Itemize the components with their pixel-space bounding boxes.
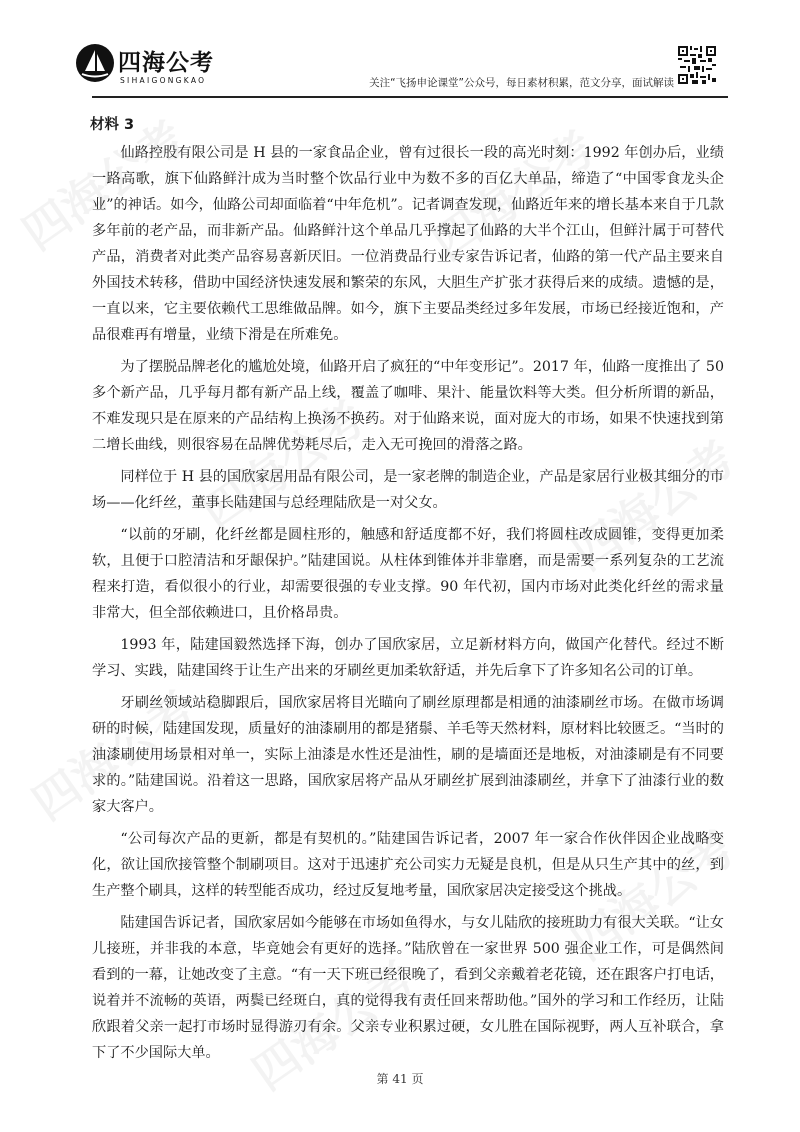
- page-number: 第 41 页: [376, 1072, 424, 1086]
- document-body: [92, 112, 724, 1072]
- brand-subtitle: SIHAIGONGKAO: [120, 76, 207, 85]
- paragraph: 仙路控股有限公司是 H 县的一家食品企业，曾有过很长一段的高光时刻：1992 年创办后，业绩一路高歌，旗下仙路鲜汁成为当时整个饮品行业中为数不多的百亿大单品，缔造了“中国零食龙头企业”的神话。如今，仙路公司却面临着“中年危机”。记者调查发现，仙路近年来的增长基本来自于几款多年前的老产品，而非新产品。仙路鲜汁这个单品几乎撑起了仙路的大半个江山，但鲜汁属于可替代产品，消费者对此类产品容易喜新厌旧。一位消费品行业专家告诉记者，仙路的第一代产品主要来自外国技术转移，借助中国经济快速发展和繁荣的东风，大胆生产扩张才获得后来的成绩。遗憾的是，一直以来，它主要依赖代工思维做品牌。如今，旗下主要品类经过多年发展，市场已经接近饱和，产品很难再有增量，业绩下滑是在所难免。: [92, 145, 724, 343]
- header-divider: [92, 96, 728, 98]
- page-header: [0, 0, 800, 100]
- section-title: 材料 3: [90, 117, 135, 133]
- qr-code-icon: [678, 46, 716, 84]
- header-slogan: 关注“飞扬申论课堂”公众号，每日素材积累，范文分享，面试解读: [369, 77, 674, 89]
- paragraph: 为了摆脱品牌老化的尴尬处境，仙路开启了疯狂的“中年变形记”。2017 年，仙路一度推出了 50 多个新产品，几乎每月都有新产品上线，覆盖了咖啡、果汁、能量饮料等大类。但分析所谓的新品，不难发现只是在原来的产品结构上换汤不换药。对于仙路来说，面对庞大的市场，如果不快速找到第二增长曲线，则很容易在品牌优势耗尽后，走入无可挽回的滑落之路。: [92, 359, 724, 453]
- paragraph: 同样位于 H 县的国欣家居用品有限公司，是一家老牌的制造企业，产品是家居行业极其细分的市场——化纤丝，董事长陆建国与总经理陆欣是一对父女。: [92, 469, 724, 511]
- paragraph: “以前的牙刷，化纤丝都是圆柱形的，触感和舒适度都不好，我们将圆柱改成圆锥，变得更加柔软，且便于口腔清洁和牙龈保护。”陆建国说。从柱体到锥体并非靠磨，而是需要一系列复杂的工艺流程来打造，看似很小的行业，却需要很强的专业支撑。90 年代初，国内市场对此类化纤丝的需求量非常大，但全部依赖进口，且价格昂贵。: [92, 527, 724, 621]
- paragraph: 1993 年，陆建国毅然选择下海，创办了国欣家居，立足新材料方向，做国产化替代。经过不断学习、实践，陆建国终于让生产出来的牙刷丝更加柔软舒适，并先后拿下了许多知名公司的订单。: [92, 637, 724, 679]
- paragraph: 陆建国告诉记者，国欣家居如今能够在市场如鱼得水，与女儿陆欣的接班助力有很大关联。“让女儿接班，并非我的本意，毕竟她会有更好的选择。”陆欣曾在一家世界 500 强企业工作，可是偶然间看到的一幕，让她改变了主意。“有一天下班已经很晚了，看到父亲戴着老花镜，还在跟客户打电话，说着并不流畅的英语，两鬓已经斑白，真的觉得我有责任回来帮助他。”国外的学习和工作经历，让陆欣跟着父亲一起打市场时显得游刃有余。父亲专业积累过硬，女儿胜在国际视野，两人互补联合，拿下了不少国际大单。: [92, 915, 724, 1061]
- paragraph: 牙刷丝领域站稳脚跟后，国欣家居将目光瞄向了刷丝原理都是相通的油漆刷丝市场。在做市场调研的时候，陆建国发现，质量好的油漆刷用的都是猪鬃、羊毛等天然材料，原材料比较匮乏。“当时的油漆刷使用场景相对单一，实际上油漆是水性还是油性，刷的是墙面还是地板，对油漆刷是有不同要求的。”陆建国说。沿着这一思路，国欣家居将产品从牙刷丝扩展到油漆刷丝，并拿下了油漆行业的数家大客户。: [92, 695, 724, 815]
- logo-sail-icon: [76, 44, 114, 82]
- paragraph: “公司每次产品的更新，都是有契机的。”陆建国告诉记者，2007 年一家合作伙伴因企业战略变化，欲让国欣接管整个制刷项目。这对于迅速扩充公司实力无疑是良机，但是从只生产其中的丝，到生产整个刷具，这样的转型能否成功，经过反复地考量，国欣家居决定接受这个挑战。: [92, 831, 724, 899]
- brand-name: 四海公考: [118, 50, 214, 76]
